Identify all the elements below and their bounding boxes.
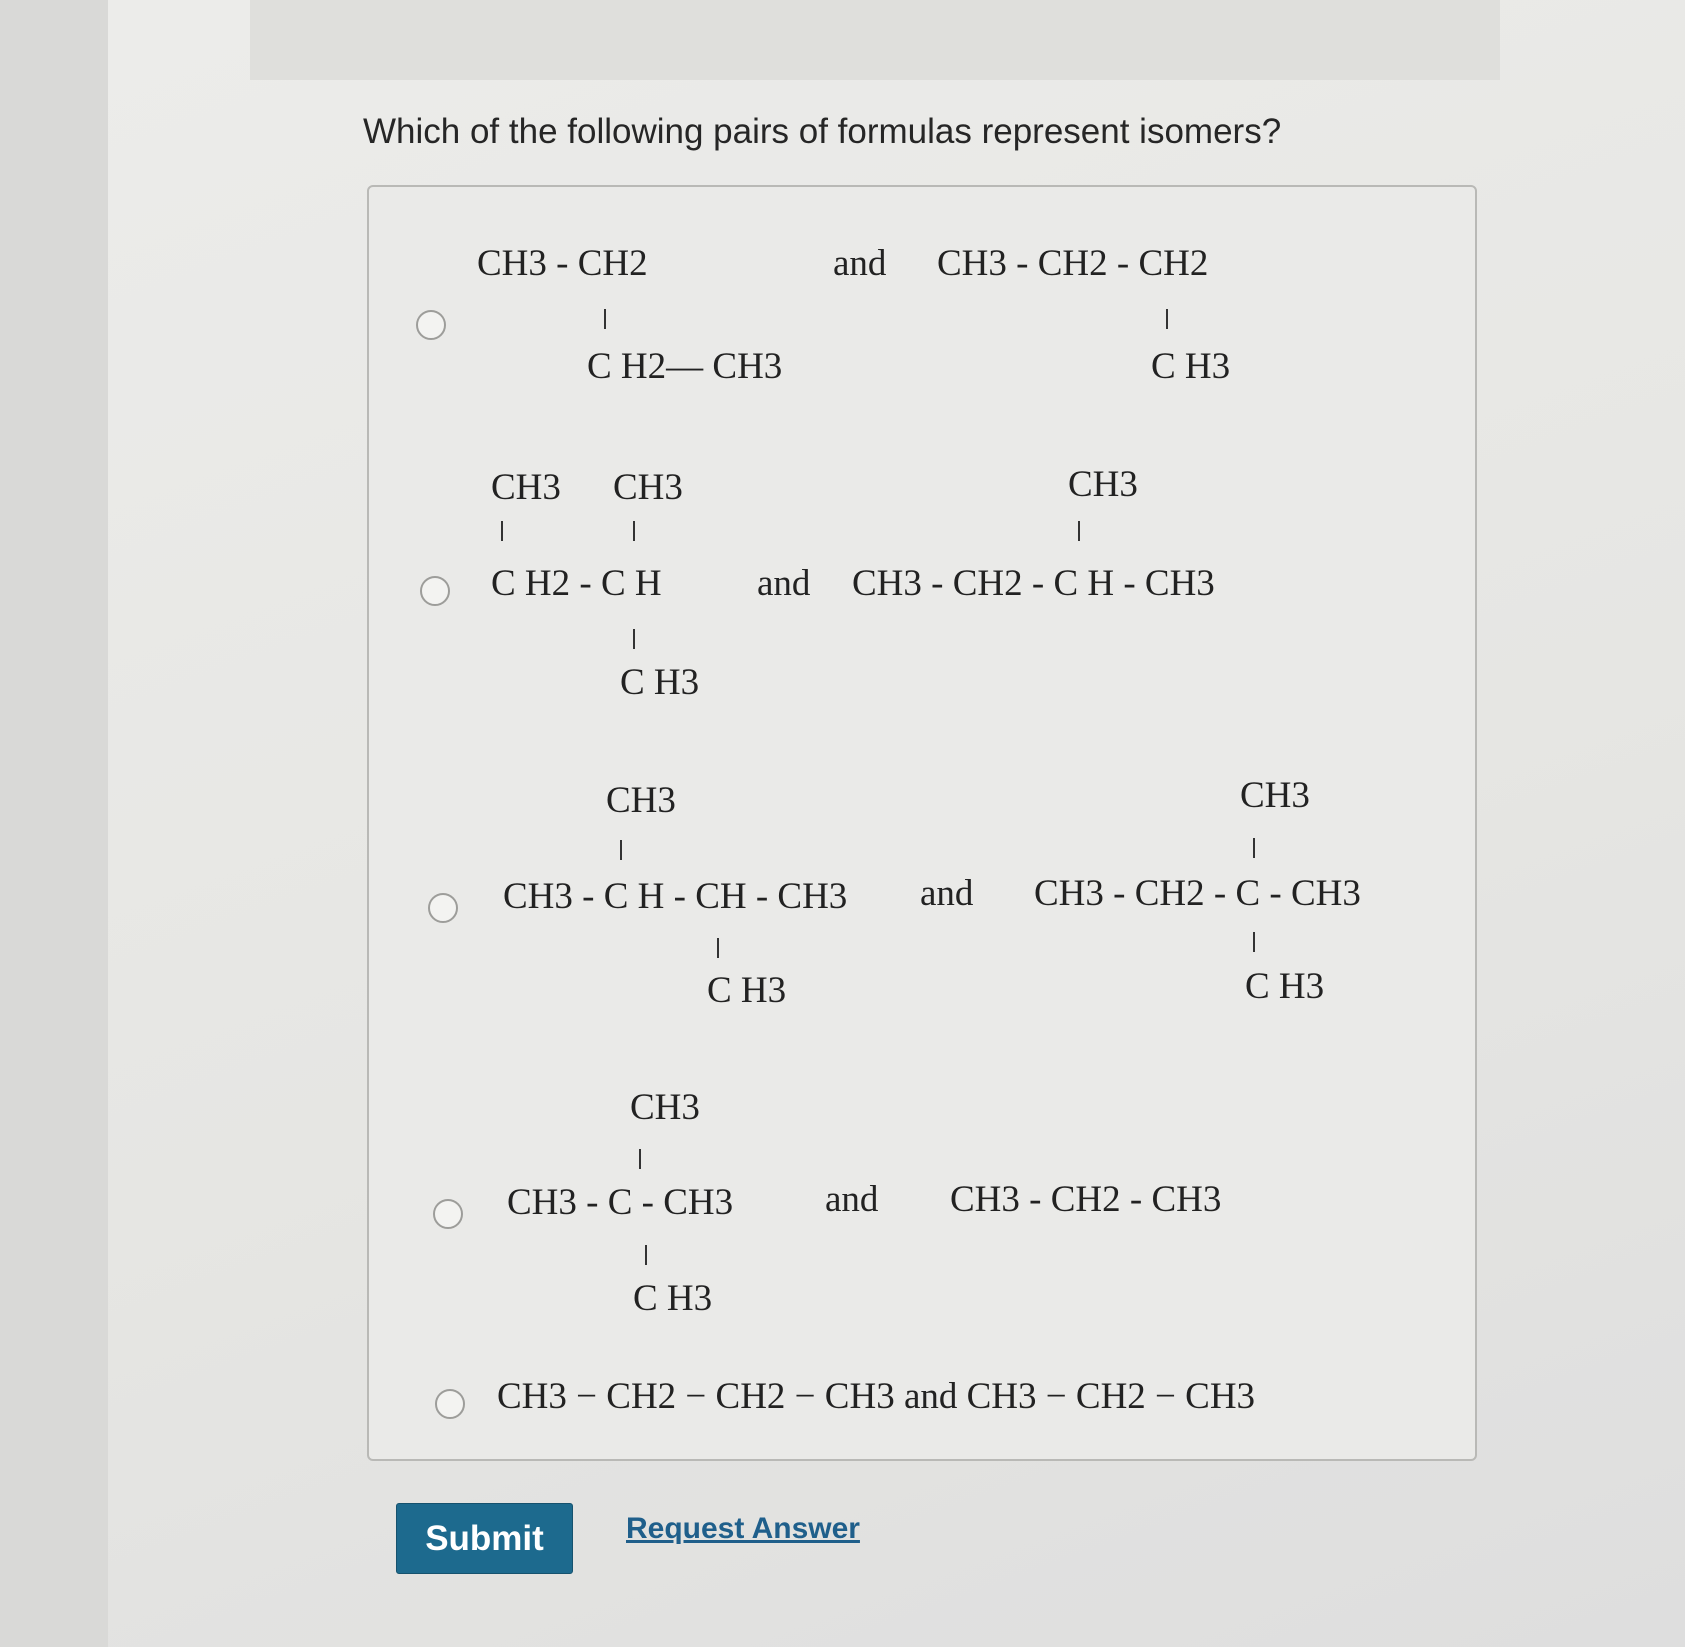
option-3-formula-b-main: CH3 - CH2 - C - CH3 bbox=[1034, 873, 1361, 914]
option-2-formula-a-bond-down bbox=[633, 629, 635, 649]
option-1-formula-a-bottom: C H2— CH3 bbox=[587, 346, 783, 387]
option-2-formula-b-bond bbox=[1078, 521, 1080, 541]
option-2-formula-a-bond-right bbox=[633, 521, 635, 541]
option-3-formula-b-top: CH3 bbox=[1240, 775, 1310, 816]
option-4-formula-a-bond-up bbox=[639, 1149, 641, 1169]
option-2-formula-a-top-left: CH3 bbox=[491, 467, 561, 508]
option-4-radio[interactable] bbox=[433, 1199, 463, 1229]
option-2-radio[interactable] bbox=[420, 576, 450, 606]
top-bar bbox=[250, 0, 1500, 80]
option-1-formula-a-bond bbox=[604, 309, 606, 329]
option-3-radio[interactable] bbox=[428, 893, 458, 923]
option-4-formula-a-bottom: C H3 bbox=[633, 1278, 713, 1319]
request-answer-link[interactable]: Request Answer bbox=[626, 1512, 860, 1545]
option-3-formula-a-bond-down bbox=[717, 938, 719, 958]
option-1-and: and bbox=[833, 243, 887, 284]
option-3-and: and bbox=[920, 873, 974, 914]
option-4-and: and bbox=[825, 1179, 879, 1220]
option-1-formula-b-bottom: C H3 bbox=[1151, 346, 1231, 387]
option-2-formula-a-bottom: C H3 bbox=[620, 662, 700, 703]
option-3-formula-a-top: CH3 bbox=[606, 780, 676, 821]
option-3-formula-b-bond-up bbox=[1253, 838, 1255, 858]
option-4-formula-b-main: CH3 - CH2 - CH3 bbox=[950, 1179, 1222, 1220]
option-3-formula-a-bottom: C H3 bbox=[707, 970, 787, 1011]
option-5-formula: CH3 − CH2 − CH2 − CH3 and CH3 − CH2 − CH3 bbox=[497, 1376, 1256, 1417]
option-3-formula-a-main: CH3 - C H - CH - CH3 bbox=[503, 876, 848, 917]
option-1-formula-b-top: CH3 - CH2 - CH2 bbox=[937, 243, 1209, 284]
option-2-and: and bbox=[757, 563, 811, 604]
option-3-formula-b-bottom: C H3 bbox=[1245, 966, 1325, 1007]
option-2-formula-a-top-right: CH3 bbox=[613, 467, 683, 508]
option-3-formula-b-bond-down bbox=[1253, 932, 1255, 952]
option-2-formula-a-main: C H2 - C H bbox=[491, 563, 662, 604]
submit-button[interactable]: Submit bbox=[396, 1503, 573, 1574]
option-1-radio[interactable] bbox=[416, 310, 446, 340]
option-2-formula-a-bond-left bbox=[501, 521, 503, 541]
option-2-formula-b-top: CH3 bbox=[1068, 464, 1138, 505]
option-1-formula-a-top: CH3 - CH2 bbox=[477, 243, 648, 284]
option-3-formula-a-bond-up bbox=[620, 840, 622, 860]
option-5-radio[interactable] bbox=[435, 1389, 465, 1419]
answer-options-box bbox=[367, 185, 1477, 1461]
question-text: Which of the following pairs of formulas represent isomers? bbox=[363, 112, 1282, 151]
option-4-formula-a-main: CH3 - C - CH3 bbox=[507, 1182, 734, 1223]
option-1-formula-b-bond bbox=[1166, 309, 1168, 329]
option-4-formula-a-bond-down bbox=[645, 1245, 647, 1265]
option-2-formula-b-main: CH3 - CH2 - C H - CH3 bbox=[852, 563, 1215, 604]
option-4-formula-a-top: CH3 bbox=[630, 1087, 700, 1128]
